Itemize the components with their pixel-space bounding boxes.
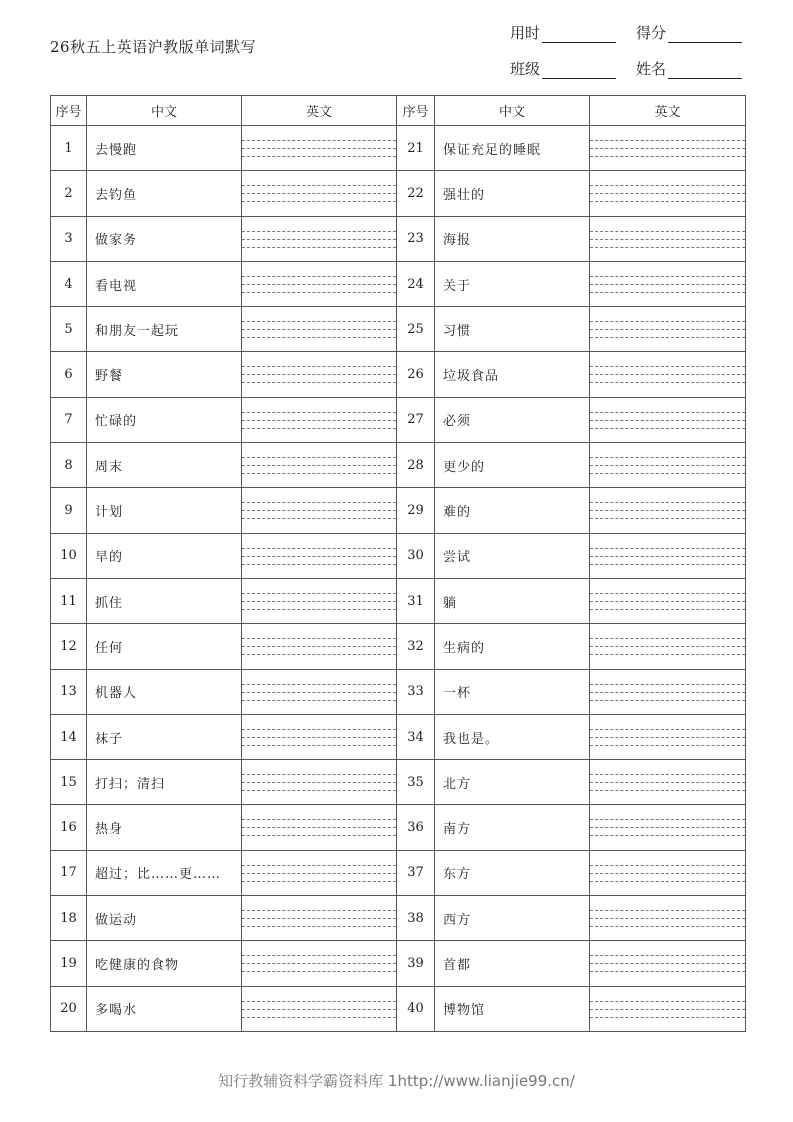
chinese-word: 早的 <box>87 533 242 578</box>
dashed-writing-line <box>590 148 745 149</box>
english-answer-field[interactable] <box>590 488 746 533</box>
english-answer-field[interactable] <box>590 986 746 1031</box>
dashed-writing-line <box>590 185 745 186</box>
header-index-left: 序号 <box>51 96 87 126</box>
header-english-left: 英文 <box>242 96 397 126</box>
row-number: 4 <box>51 261 87 306</box>
dashed-writing-line <box>242 1017 396 1018</box>
row-number: 40 <box>397 986 435 1031</box>
row-number: 17 <box>51 850 87 895</box>
dashed-writing-line <box>590 337 745 338</box>
chinese-word: 野餐 <box>87 352 242 397</box>
header-chinese-right: 中文 <box>435 96 590 126</box>
english-answer-field[interactable] <box>590 397 746 442</box>
english-answer-field[interactable] <box>590 941 746 986</box>
english-answer-field[interactable] <box>242 261 397 306</box>
dashed-writing-line <box>242 156 396 157</box>
dashed-writing-line <box>242 609 396 610</box>
chinese-word: 我也是。 <box>435 714 590 759</box>
english-answer-field[interactable] <box>590 533 746 578</box>
english-answer-field[interactable] <box>242 171 397 216</box>
dashed-writing-line <box>242 548 396 549</box>
footer-watermark: 知行教辅资料学霸资料库 1http://www.lianjie99.cn/ <box>218 1072 575 1090</box>
dashed-writing-line <box>590 835 745 836</box>
dashed-writing-line <box>590 382 745 383</box>
chinese-word: 生病的 <box>435 624 590 669</box>
row-number: 25 <box>397 307 435 352</box>
dashed-writing-line <box>590 881 745 882</box>
dashed-writing-line <box>242 374 396 375</box>
class-label: 班级 <box>510 60 541 78</box>
dashed-writing-line <box>242 276 396 277</box>
dashed-writing-line <box>590 1001 745 1002</box>
dashed-writing-line <box>242 827 396 828</box>
dashed-writing-line <box>242 382 396 383</box>
table-row <box>51 126 746 171</box>
row-number: 28 <box>397 443 435 488</box>
chinese-word: 更少的 <box>435 443 590 488</box>
dashed-writing-line <box>242 955 396 956</box>
dashed-writing-line <box>242 366 396 367</box>
dashed-writing-line <box>590 329 745 330</box>
table-row <box>51 624 746 669</box>
chinese-word: 任何 <box>87 624 242 669</box>
table-row <box>51 805 746 850</box>
dashed-writing-line <box>242 963 396 964</box>
chinese-word: 吃健康的食物 <box>87 941 242 986</box>
dashed-writing-line <box>242 185 396 186</box>
dashed-writing-line <box>242 292 396 293</box>
dashed-writing-line <box>242 819 396 820</box>
row-number: 23 <box>397 216 435 261</box>
dashed-writing-line <box>242 337 396 338</box>
table-row <box>51 986 746 1031</box>
chinese-word: 周末 <box>87 443 242 488</box>
table-row <box>51 850 746 895</box>
class-blank[interactable] <box>542 64 616 79</box>
chinese-word: 去慢跑 <box>87 126 242 171</box>
dashed-writing-line <box>242 654 396 655</box>
row-number: 6 <box>51 352 87 397</box>
dashed-writing-line <box>590 548 745 549</box>
dashed-writing-line <box>242 700 396 701</box>
dashed-writing-line <box>590 420 745 421</box>
dashed-writing-line <box>590 510 745 511</box>
dashed-writing-line <box>242 247 396 248</box>
row-number: 39 <box>397 941 435 986</box>
dashed-writing-line <box>590 247 745 248</box>
dashed-writing-line <box>590 193 745 194</box>
dashed-writing-line <box>590 729 745 730</box>
english-answer-field[interactable] <box>590 578 746 623</box>
table-row <box>51 397 746 442</box>
row-number: 13 <box>51 669 87 714</box>
chinese-word: 博物馆 <box>435 986 590 1031</box>
english-answer-field[interactable] <box>242 624 397 669</box>
row-number: 2 <box>51 171 87 216</box>
chinese-word: 关于 <box>435 261 590 306</box>
dashed-writing-line <box>590 457 745 458</box>
english-answer-field[interactable] <box>590 261 746 306</box>
row-number: 14 <box>51 714 87 759</box>
english-answer-field[interactable] <box>242 805 397 850</box>
dashed-writing-line <box>590 918 745 919</box>
row-number: 35 <box>397 760 435 805</box>
dashed-writing-line <box>590 284 745 285</box>
dashed-writing-line <box>242 457 396 458</box>
dashed-writing-line <box>590 873 745 874</box>
chinese-word: 做家务 <box>87 216 242 261</box>
row-number: 30 <box>397 533 435 578</box>
chinese-word: 打扫；清扫 <box>87 760 242 805</box>
dashed-writing-line <box>590 292 745 293</box>
dashed-writing-line <box>590 1009 745 1010</box>
dashed-writing-line <box>242 148 396 149</box>
row-number: 24 <box>397 261 435 306</box>
chinese-word: 抓住 <box>87 578 242 623</box>
table-row <box>51 443 746 488</box>
name-field[interactable] <box>636 58 742 79</box>
chinese-word: 一杯 <box>435 669 590 714</box>
page-title: 26秋五上英语沪教版单词默写 <box>50 38 257 56</box>
dashed-writing-line <box>590 790 745 791</box>
row-number: 10 <box>51 533 87 578</box>
dashed-writing-line <box>242 971 396 972</box>
chinese-word: 去钓鱼 <box>87 171 242 216</box>
dashed-writing-line <box>242 193 396 194</box>
dashed-writing-line <box>242 465 396 466</box>
dashed-writing-line <box>590 745 745 746</box>
table-row <box>51 578 746 623</box>
dashed-writing-line <box>590 366 745 367</box>
dashed-writing-line <box>242 321 396 322</box>
chinese-word: 强壮的 <box>435 171 590 216</box>
dashed-writing-line <box>242 835 396 836</box>
row-number: 27 <box>397 397 435 442</box>
dashed-writing-line <box>590 502 745 503</box>
header-english-right: 英文 <box>590 96 746 126</box>
dashed-writing-line <box>242 692 396 693</box>
table-row <box>51 307 746 352</box>
dashed-writing-line <box>242 910 396 911</box>
row-number: 5 <box>51 307 87 352</box>
table-header-row <box>51 96 746 126</box>
row-number: 8 <box>51 443 87 488</box>
dashed-writing-line <box>590 737 745 738</box>
dashed-writing-line <box>590 638 745 639</box>
dashed-writing-line <box>590 782 745 783</box>
row-number: 12 <box>51 624 87 669</box>
dashed-writing-line <box>242 428 396 429</box>
row-number: 20 <box>51 986 87 1031</box>
dashed-writing-line <box>590 556 745 557</box>
dashed-writing-line <box>590 412 745 413</box>
dashed-writing-line <box>242 918 396 919</box>
chinese-word: 垃圾食品 <box>435 352 590 397</box>
score-label: 得分 <box>636 24 667 42</box>
row-number: 11 <box>51 578 87 623</box>
time-blank[interactable] <box>542 28 616 43</box>
english-answer-field[interactable] <box>242 533 397 578</box>
score-field[interactable] <box>636 22 742 43</box>
dashed-writing-line <box>590 646 745 647</box>
dashed-writing-line <box>590 465 745 466</box>
chinese-word: 东方 <box>435 850 590 895</box>
table-row <box>51 352 746 397</box>
dashed-writing-line <box>590 692 745 693</box>
row-number: 34 <box>397 714 435 759</box>
dashed-writing-line <box>590 700 745 701</box>
name-blank[interactable] <box>668 64 742 79</box>
header-chinese-left: 中文 <box>87 96 242 126</box>
row-number: 26 <box>397 352 435 397</box>
chinese-word: 保证充足的睡眠 <box>435 126 590 171</box>
dashed-writing-line <box>590 1017 745 1018</box>
chinese-word: 南方 <box>435 805 590 850</box>
dashed-writing-line <box>242 782 396 783</box>
dashed-writing-line <box>242 518 396 519</box>
dashed-writing-line <box>590 321 745 322</box>
dashed-writing-line <box>590 963 745 964</box>
row-number: 21 <box>397 126 435 171</box>
chinese-word: 必须 <box>435 397 590 442</box>
english-answer-field[interactable] <box>590 714 746 759</box>
dashed-writing-line <box>590 609 745 610</box>
score-blank[interactable] <box>668 28 742 43</box>
dashed-writing-line <box>242 926 396 927</box>
dashed-writing-line <box>590 955 745 956</box>
chinese-word: 多喝水 <box>87 986 242 1031</box>
english-answer-field[interactable] <box>590 443 746 488</box>
dashed-writing-line <box>590 276 745 277</box>
english-answer-field[interactable] <box>590 216 746 261</box>
dashed-writing-line <box>590 564 745 565</box>
table-row <box>51 896 746 941</box>
dashed-writing-line <box>590 774 745 775</box>
row-number: 36 <box>397 805 435 850</box>
english-answer-field[interactable] <box>242 307 397 352</box>
english-answer-field[interactable] <box>242 669 397 714</box>
dashed-writing-line <box>242 201 396 202</box>
row-number: 33 <box>397 669 435 714</box>
table-row <box>51 216 746 261</box>
table-row <box>51 714 746 759</box>
time-label: 用时 <box>510 24 541 42</box>
dashed-writing-line <box>242 865 396 866</box>
table-row <box>51 941 746 986</box>
chinese-word: 超过；比……更…… <box>87 850 242 895</box>
english-answer-field[interactable] <box>590 126 746 171</box>
dashed-writing-line <box>242 593 396 594</box>
dashed-writing-line <box>242 412 396 413</box>
row-number: 18 <box>51 896 87 941</box>
english-answer-field[interactable] <box>242 896 397 941</box>
dashed-writing-line <box>590 601 745 602</box>
english-answer-field[interactable] <box>242 578 397 623</box>
dashed-writing-line <box>242 1001 396 1002</box>
dashed-writing-line <box>242 239 396 240</box>
dashed-writing-line <box>242 873 396 874</box>
english-answer-field[interactable] <box>242 941 397 986</box>
chinese-word: 首都 <box>435 941 590 986</box>
row-number: 29 <box>397 488 435 533</box>
dashed-writing-line <box>590 428 745 429</box>
english-answer-field[interactable] <box>590 307 746 352</box>
row-number: 7 <box>51 397 87 442</box>
english-answer-field[interactable] <box>242 714 397 759</box>
dashed-writing-line <box>242 510 396 511</box>
english-answer-field[interactable] <box>590 669 746 714</box>
dashed-writing-line <box>590 593 745 594</box>
chinese-word: 计划 <box>87 488 242 533</box>
chinese-word: 躺 <box>435 578 590 623</box>
table-row <box>51 533 746 578</box>
row-number: 22 <box>397 171 435 216</box>
row-number: 32 <box>397 624 435 669</box>
english-answer-field[interactable] <box>242 488 397 533</box>
row-number: 37 <box>397 850 435 895</box>
chinese-word: 热身 <box>87 805 242 850</box>
english-answer-field[interactable] <box>590 850 746 895</box>
class-field[interactable] <box>510 58 616 79</box>
chinese-word: 机器人 <box>87 669 242 714</box>
dashed-writing-line <box>590 971 745 972</box>
english-answer-field[interactable] <box>590 805 746 850</box>
english-answer-field[interactable] <box>242 216 397 261</box>
row-number: 1 <box>51 126 87 171</box>
dashed-writing-line <box>242 473 396 474</box>
dashed-writing-line <box>590 201 745 202</box>
chinese-word: 习惯 <box>435 307 590 352</box>
dashed-writing-line <box>590 239 745 240</box>
english-answer-field[interactable] <box>242 397 397 442</box>
dashed-writing-line <box>242 231 396 232</box>
english-answer-field[interactable] <box>242 986 397 1031</box>
dashed-writing-line <box>242 329 396 330</box>
dashed-writing-line <box>590 684 745 685</box>
english-answer-field[interactable] <box>590 171 746 216</box>
dashed-writing-line <box>590 926 745 927</box>
dashed-writing-line <box>590 231 745 232</box>
english-answer-field[interactable] <box>242 443 397 488</box>
row-number: 16 <box>51 805 87 850</box>
table-row <box>51 669 746 714</box>
chinese-word: 尝试 <box>435 533 590 578</box>
english-answer-field[interactable] <box>590 896 746 941</box>
dashed-writing-line <box>590 374 745 375</box>
english-answer-field[interactable] <box>590 624 746 669</box>
row-number: 31 <box>397 578 435 623</box>
dashed-writing-line <box>242 737 396 738</box>
english-answer-field[interactable] <box>590 760 746 805</box>
chinese-word: 袜子 <box>87 714 242 759</box>
dashed-writing-line <box>590 910 745 911</box>
dashed-writing-line <box>242 684 396 685</box>
table-row <box>51 760 746 805</box>
english-answer-field[interactable] <box>242 126 397 171</box>
dashed-writing-line <box>242 646 396 647</box>
table-row <box>51 171 746 216</box>
chinese-word: 做运动 <box>87 896 242 941</box>
english-answer-field[interactable] <box>242 850 397 895</box>
english-answer-field[interactable] <box>590 352 746 397</box>
dashed-writing-line <box>590 473 745 474</box>
row-number: 9 <box>51 488 87 533</box>
chinese-word: 北方 <box>435 760 590 805</box>
dashed-writing-line <box>590 140 745 141</box>
dashed-writing-line <box>242 601 396 602</box>
dashed-writing-line <box>242 420 396 421</box>
dashed-writing-line <box>590 827 745 828</box>
dashed-writing-line <box>590 518 745 519</box>
row-number: 15 <box>51 760 87 805</box>
dashed-writing-line <box>242 1009 396 1010</box>
dashed-writing-line <box>242 502 396 503</box>
row-number: 38 <box>397 896 435 941</box>
vocabulary-table <box>50 95 746 1032</box>
header-index-right: 序号 <box>397 96 435 126</box>
chinese-word: 忙碌的 <box>87 397 242 442</box>
english-answer-field[interactable] <box>242 760 397 805</box>
chinese-word: 难的 <box>435 488 590 533</box>
dashed-writing-line <box>242 790 396 791</box>
dashed-writing-line <box>590 156 745 157</box>
chinese-word: 和朋友一起玩 <box>87 307 242 352</box>
dashed-writing-line <box>242 729 396 730</box>
dashed-writing-line <box>242 881 396 882</box>
row-number: 19 <box>51 941 87 986</box>
dashed-writing-line <box>242 774 396 775</box>
dashed-writing-line <box>242 556 396 557</box>
chinese-word: 西方 <box>435 896 590 941</box>
dashed-writing-line <box>242 564 396 565</box>
dashed-writing-line <box>242 745 396 746</box>
dashed-writing-line <box>242 638 396 639</box>
dashed-writing-line <box>590 865 745 866</box>
table-row <box>51 261 746 306</box>
dashed-writing-line <box>590 654 745 655</box>
dashed-writing-line <box>590 819 745 820</box>
dashed-writing-line <box>242 140 396 141</box>
time-field[interactable] <box>510 22 616 43</box>
chinese-word: 看电视 <box>87 261 242 306</box>
english-answer-field[interactable] <box>242 352 397 397</box>
dashed-writing-line <box>242 284 396 285</box>
table-row <box>51 488 746 533</box>
chinese-word: 海报 <box>435 216 590 261</box>
name-label: 姓名 <box>636 60 667 78</box>
row-number: 3 <box>51 216 87 261</box>
